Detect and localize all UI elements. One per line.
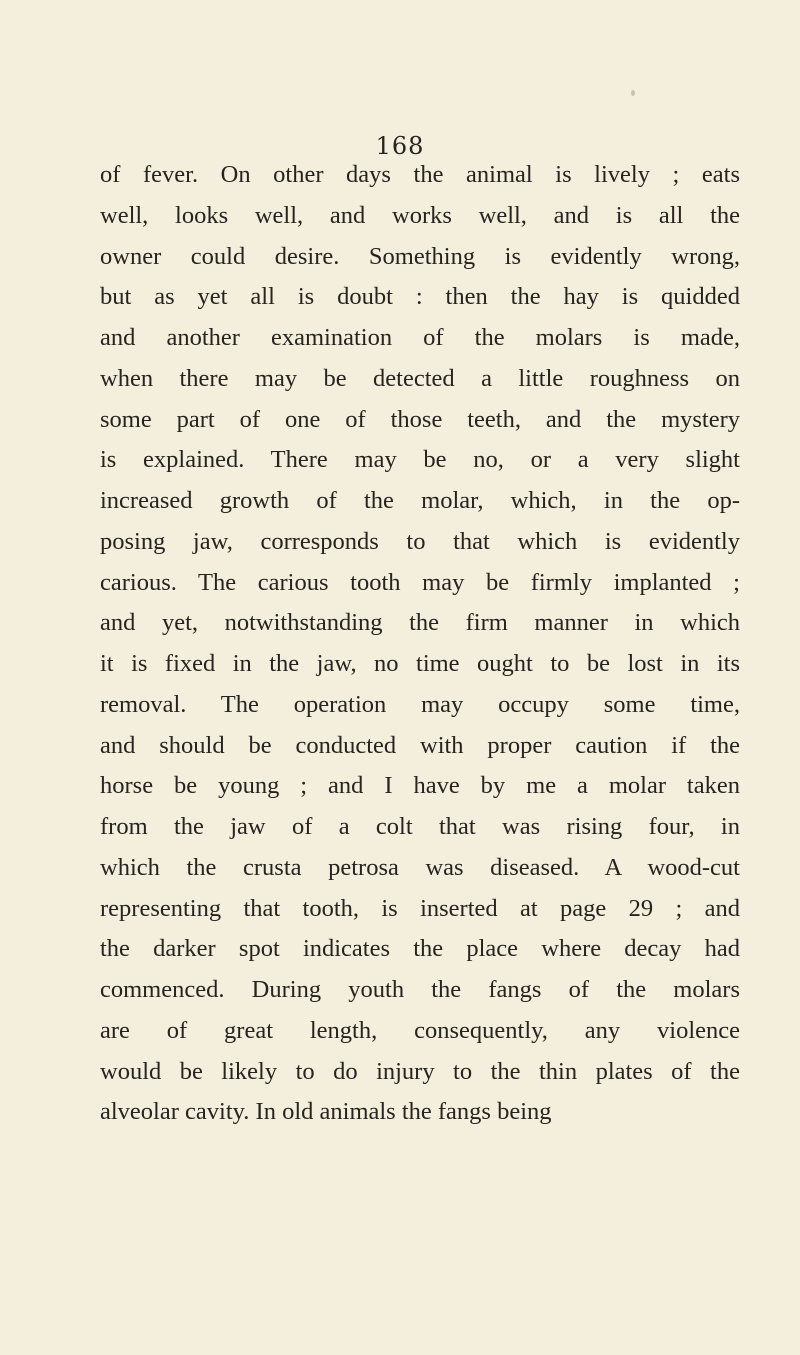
text-line: the darker spot indicates the place where decay had bbox=[100, 935, 740, 963]
text-line: carious. The carious tooth may be firmly implanted ; bbox=[100, 568, 740, 596]
text-line: removal. The operation may occupy some time, bbox=[100, 690, 740, 718]
text-line: increased growth of the molar, which, in the op- bbox=[100, 487, 740, 514]
text-line: from the jaw of a colt that was rising four, in bbox=[100, 813, 740, 840]
page-number: 168 bbox=[375, 132, 425, 160]
text-line: of fever. On other days the animal is lively ; eats bbox=[100, 161, 740, 188]
text-line: some part of one of those teeth, and the mystery bbox=[100, 405, 740, 433]
text-line: owner could desire. Something is evidently wrong, bbox=[100, 242, 740, 270]
text-line: and another examination of the molars is made, bbox=[100, 324, 740, 351]
text-line: posing jaw, corresponds to that which is evidently bbox=[100, 527, 740, 555]
text-line: is explained. There may be no, or a very slight bbox=[100, 446, 740, 474]
body-text bbox=[100, 155, 740, 1133]
text-line: are of great length, consequently, any violence bbox=[100, 1016, 740, 1044]
text-line: and should be conducted with proper caution if the bbox=[100, 731, 740, 759]
text-line: would be likely to do injury to the thin plates of the bbox=[100, 1057, 740, 1085]
text-line: which the crusta petrosa was diseased. A wood-cut bbox=[100, 853, 740, 881]
text-line: alveolar cavity. In old animals the fangs being bbox=[100, 1098, 552, 1126]
text-line: but as yet all is doubt : then the hay is quidded bbox=[100, 283, 740, 311]
text-line: commenced. During youth the fangs of the molars bbox=[100, 976, 740, 1003]
text-line: well, looks well, and works well, and is all the bbox=[100, 201, 740, 229]
text-line: horse be young ; and I have by me a molar taken bbox=[100, 772, 740, 800]
text-line: it is fixed in the jaw, no time ought to be lost in its bbox=[100, 650, 740, 677]
text-line: and yet, notwithstanding the firm manner in which bbox=[100, 609, 740, 637]
text-line: representing that tooth, is inserted at page 29 ; and bbox=[100, 894, 740, 922]
text-line: when there may be detected a little roughness on bbox=[100, 364, 740, 392]
paper-speck bbox=[631, 90, 635, 96]
